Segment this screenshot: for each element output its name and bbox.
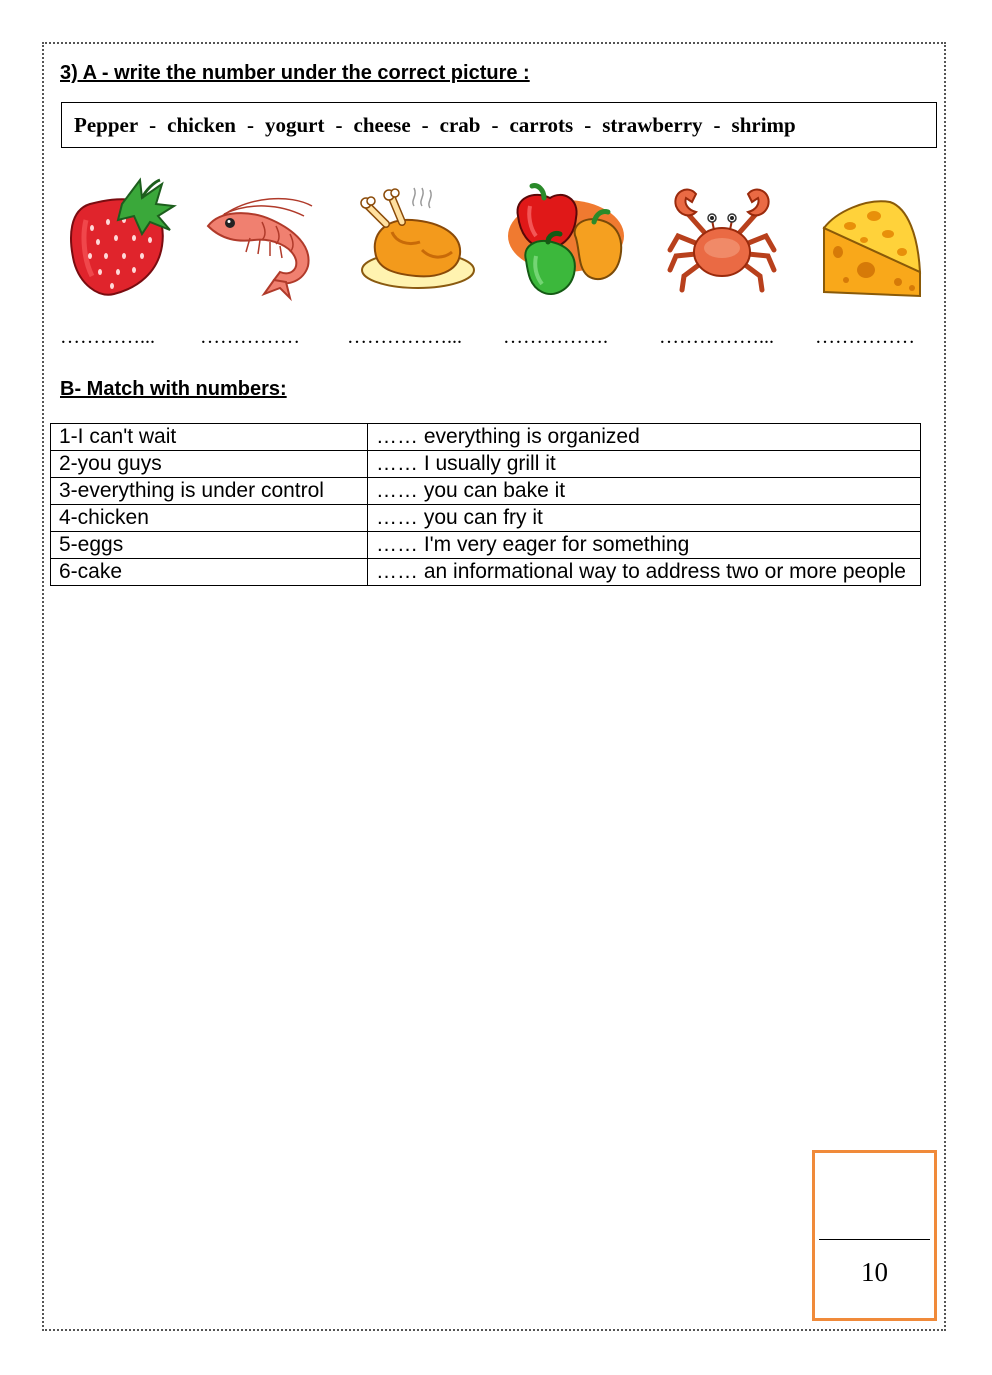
table-row [51,532,921,559]
word-separator: - [247,112,254,137]
word-separator: - [713,112,721,137]
table-row [51,478,921,505]
match-right-cell[interactable]: …… I usually grill it [368,451,921,478]
word-separator: - [421,112,429,137]
answer-blank[interactable]: …………... [60,326,155,348]
score-divider [819,1239,930,1240]
word-bank [61,102,937,148]
match-left-cell: 2-you guys [51,451,368,478]
score-box [812,1150,937,1321]
match-left-cell: 4-chicken [51,505,368,532]
word-bank-item: strawberry [602,112,703,137]
match-left-cell: 5-eggs [51,532,368,559]
word-separator: - [491,112,499,137]
score-total: 10 [861,1257,888,1287]
word-separator: - [335,112,343,137]
table-row [51,505,921,532]
strawberry-icon [62,176,182,304]
word-bank-item: shrimp [731,112,796,137]
roast-chicken-icon [356,176,476,304]
section-b-heading: B- Match with numbers: [60,378,287,400]
match-right-cell[interactable]: …… I'm very eager for something [368,532,921,559]
word-bank-item: chicken [167,112,236,137]
shrimp-icon [200,176,320,304]
word-bank-item: carrots [509,112,574,137]
match-right-cell[interactable]: …… everything is organized [368,424,921,451]
word-separator: - [149,112,157,137]
match-right-cell[interactable]: …… you can fry it [368,505,921,532]
match-table [50,423,921,586]
section-a-heading: 3) A - write the number under the correct picture : [60,62,530,84]
crab-icon [662,176,782,304]
match-left-cell: 6-cake [51,559,368,586]
peppers-icon [504,176,624,304]
word-separator: - [584,112,592,137]
match-left-cell: 1-I can't wait [51,424,368,451]
word-bank-item: Pepper [74,112,139,137]
answer-blank[interactable]: …………… [200,326,300,348]
match-left-cell: 3-everything is under control [51,478,368,505]
word-bank-item: crab [439,112,481,137]
match-right-cell[interactable]: …… you can bake it [368,478,921,505]
answer-blank[interactable]: ……………... [347,326,462,348]
word-bank-item: cheese [353,112,411,137]
answer-blank[interactable]: ……………... [659,326,774,348]
answer-blank[interactable]: ……………. [503,326,608,348]
match-right-cell[interactable]: …… an informational way to address two or more people [368,559,921,586]
table-row [51,424,921,451]
table-row [51,451,921,478]
answer-blank[interactable]: …………… [815,326,915,348]
word-bank-item: yogurt [265,112,325,137]
cheese-icon [816,176,936,304]
table-row [51,559,921,586]
